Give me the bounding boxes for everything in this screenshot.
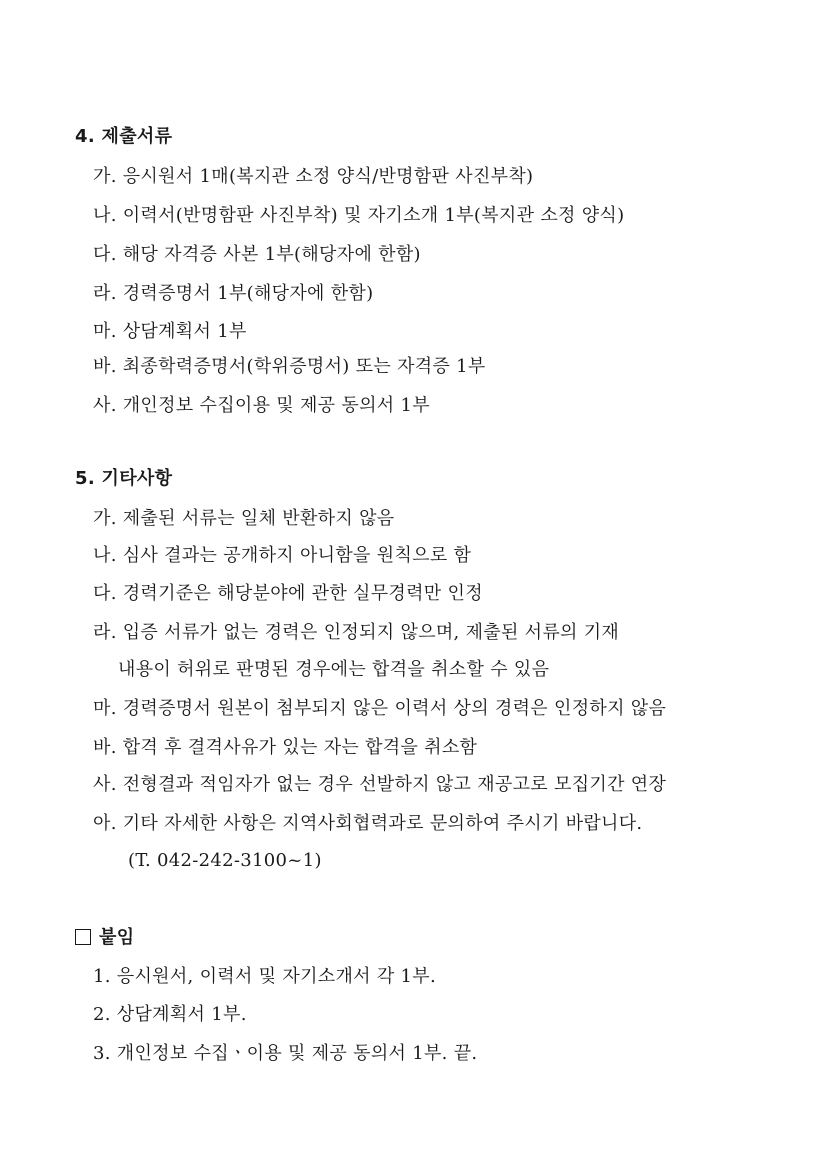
attachment-item: 3. 개인정보 수집ㆍ이용 및 제공 동의서 1부. 끝. [93,1043,478,1064]
contact-phone: (T. 042-242-3100~1) [128,850,322,871]
section5-item: 사. 전형결과 적임자가 없는 경우 선발하지 않고 재공고로 모집기간 연장 [93,774,667,795]
checkbox-square-icon [75,929,91,945]
section5-item: 바. 합격 후 결격사유가 있는 자는 합격을 취소함 [93,737,478,758]
section4-item: 마. 상담계획서 1부 [93,321,247,342]
section5-item-continuation: 내용이 허위로 판명된 경우에는 합격을 취소할 수 있음 [118,659,550,680]
section4-item: 바. 최종학력증명서(학위증명서) 또는 자격증 1부 [93,356,486,377]
section5-item: 라. 입증 서류가 없는 경력은 인정되지 않으며, 제출된 서류의 기재 [93,622,620,643]
section4-item: 다. 해당 자격증 사본 1부(해당자에 한함) [93,244,421,265]
section5-item: 아. 기타 자세한 사항은 지역사회협력과로 문의하여 주시기 바랍니다. [93,813,643,834]
section5-item: 나. 심사 결과는 공개하지 아니함을 원칙으로 함 [93,545,472,566]
section4-item: 가. 응시원서 1매(복지관 소정 양식/반명함판 사진부착) [93,166,534,187]
section4-title: 4. 제출서류 [75,126,173,147]
attachment-item: 2. 상담계획서 1부. [93,1004,247,1025]
section5-item: 다. 경력기준은 해당분야에 관한 실무경력만 인정 [93,583,483,604]
section4-item: 라. 경력증명서 1부(해당자에 한함) [93,283,374,304]
section4-item: 사. 개인정보 수집이용 및 제공 동의서 1부 [93,395,430,416]
attachments-title [75,926,134,950]
attachments-title-text: 붙임 [99,927,135,948]
section5-item: 마. 경력증명서 원본이 첨부되지 않은 이력서 상의 경력은 인정하지 않음 [93,698,667,719]
section4-item: 나. 이력서(반명함판 사진부착) 및 자기소개 1부(복지관 소정 양식) [93,205,625,226]
attachment-item: 1. 응시원서, 이력서 및 자기소개서 각 1부. [93,966,437,987]
section5-title: 5. 기타사항 [75,468,173,489]
section5-item: 가. 제출된 서류는 일체 반환하지 않음 [93,508,395,529]
